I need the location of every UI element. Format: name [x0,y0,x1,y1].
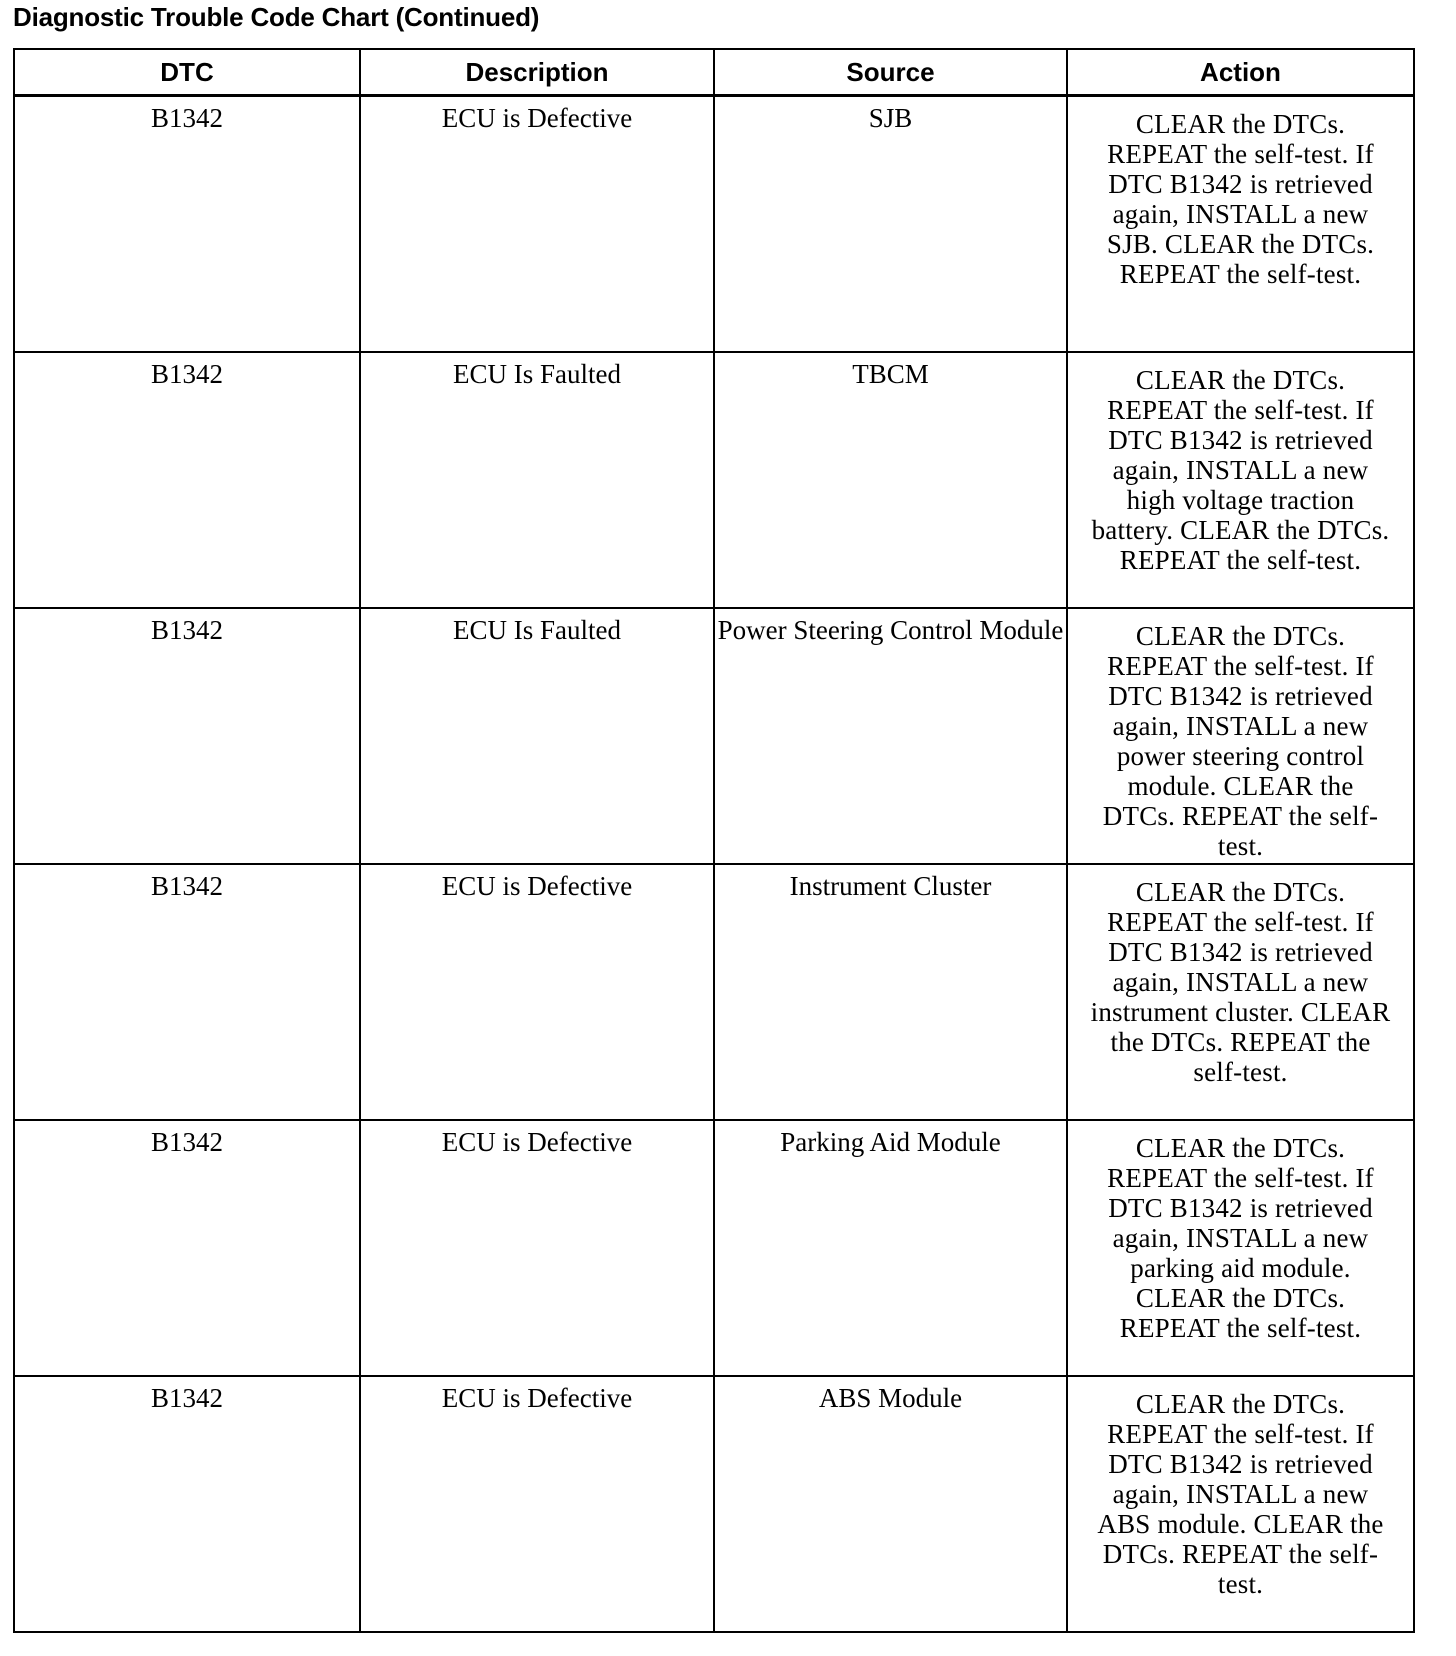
column-header-description: Description [360,49,714,96]
table-header [14,49,1414,96]
action-text: CLEAR the DTCs. REPEAT the self-test. If DTC B1342 is retrieved again, INSTALL a new SJB. CLEAR the DTCs. REPEAT the self-test. [1106,109,1375,289]
description-cell [360,864,714,1120]
action-text: CLEAR the DTCs. REPEAT the self-test. If DTC B1342 is retrieved again, INSTALL a new high voltage traction battery. CLEAR the DTCs. REPEAT the self-test. [1091,365,1390,575]
action-cell [1067,608,1414,864]
description-cell [360,1120,714,1376]
description-text: ECU is Defective [441,103,633,133]
dtc-code: B1342 [150,1127,223,1157]
source-cell [714,1376,1067,1632]
source-text: Parking Aid Module [780,1127,1001,1157]
dtc-cell [14,352,360,608]
source-cell [714,608,1067,864]
action-cell [1067,96,1414,353]
action-text: CLEAR the DTCs. REPEAT the self-test. If DTC B1342 is retrieved again, INSTALL a new instrument cluster. CLEAR the DTCs. REPEAT the self-test. [1090,877,1391,1087]
description-cell [360,352,714,608]
dtc-cell [14,608,360,864]
source-cell [714,96,1067,353]
source-text: TBCM [852,359,929,389]
source-cell [714,352,1067,608]
action-cell [1067,352,1414,608]
dtc-cell [14,1376,360,1632]
source-text: Instrument Cluster [789,871,992,901]
table-row [14,352,1414,608]
dtc-code: B1342 [150,359,223,389]
action-text: CLEAR the DTCs. REPEAT the self-test. If DTC B1342 is retrieved again, INSTALL a new power steering control module. CLEAR the DTCs. REPEAT the self-test. [1102,621,1379,861]
header-row [14,49,1414,96]
source-cell [714,1120,1067,1376]
source-text: SJB [868,103,913,133]
description-text: ECU is Defective [441,1127,633,1157]
action-cell [1067,864,1414,1120]
description-text: ECU is Defective [441,871,633,901]
action-cell [1067,1376,1414,1632]
dtc-cell [14,96,360,353]
source-cell [714,864,1067,1120]
description-cell [360,1376,714,1632]
source-text: Power Steering Control Module [717,615,1064,645]
page-title: Diagnostic Trouble Code Chart (Continued) [13,2,540,32]
table-row [14,608,1414,864]
description-text: ECU Is Faulted [453,359,621,389]
column-header-dtc: DTC [14,49,360,96]
table-row [14,1120,1414,1376]
dtc-cell [14,1120,360,1376]
dtc-code: B1342 [150,1383,223,1413]
dtc-code: B1342 [150,615,223,645]
dtc-cell [14,864,360,1120]
action-text: CLEAR the DTCs. REPEAT the self-test. If DTC B1342 is retrieved again, INSTALL a new parking aid module. CLEAR the DTCs. REPEAT the self-test. [1107,1133,1374,1343]
table-row [14,96,1414,353]
dtc-code: B1342 [150,871,223,901]
dtc-code: B1342 [150,103,223,133]
description-cell [360,96,714,353]
table-row [14,864,1414,1120]
table-body [14,96,1414,1633]
source-text: ABS Module [818,1383,963,1413]
column-header-source: Source [714,49,1067,96]
action-text: CLEAR the DTCs. REPEAT the self-test. If DTC B1342 is retrieved again, INSTALL a new ABS module. CLEAR the DTCs. REPEAT the self-test. [1097,1389,1384,1599]
description-cell [360,608,714,864]
column-header-action: Action [1067,49,1414,96]
description-text: ECU is Defective [441,1383,633,1413]
table-row [14,1376,1414,1632]
action-cell [1067,1120,1414,1376]
dtc-table [13,48,1415,1633]
description-text: ECU Is Faulted [453,615,621,645]
